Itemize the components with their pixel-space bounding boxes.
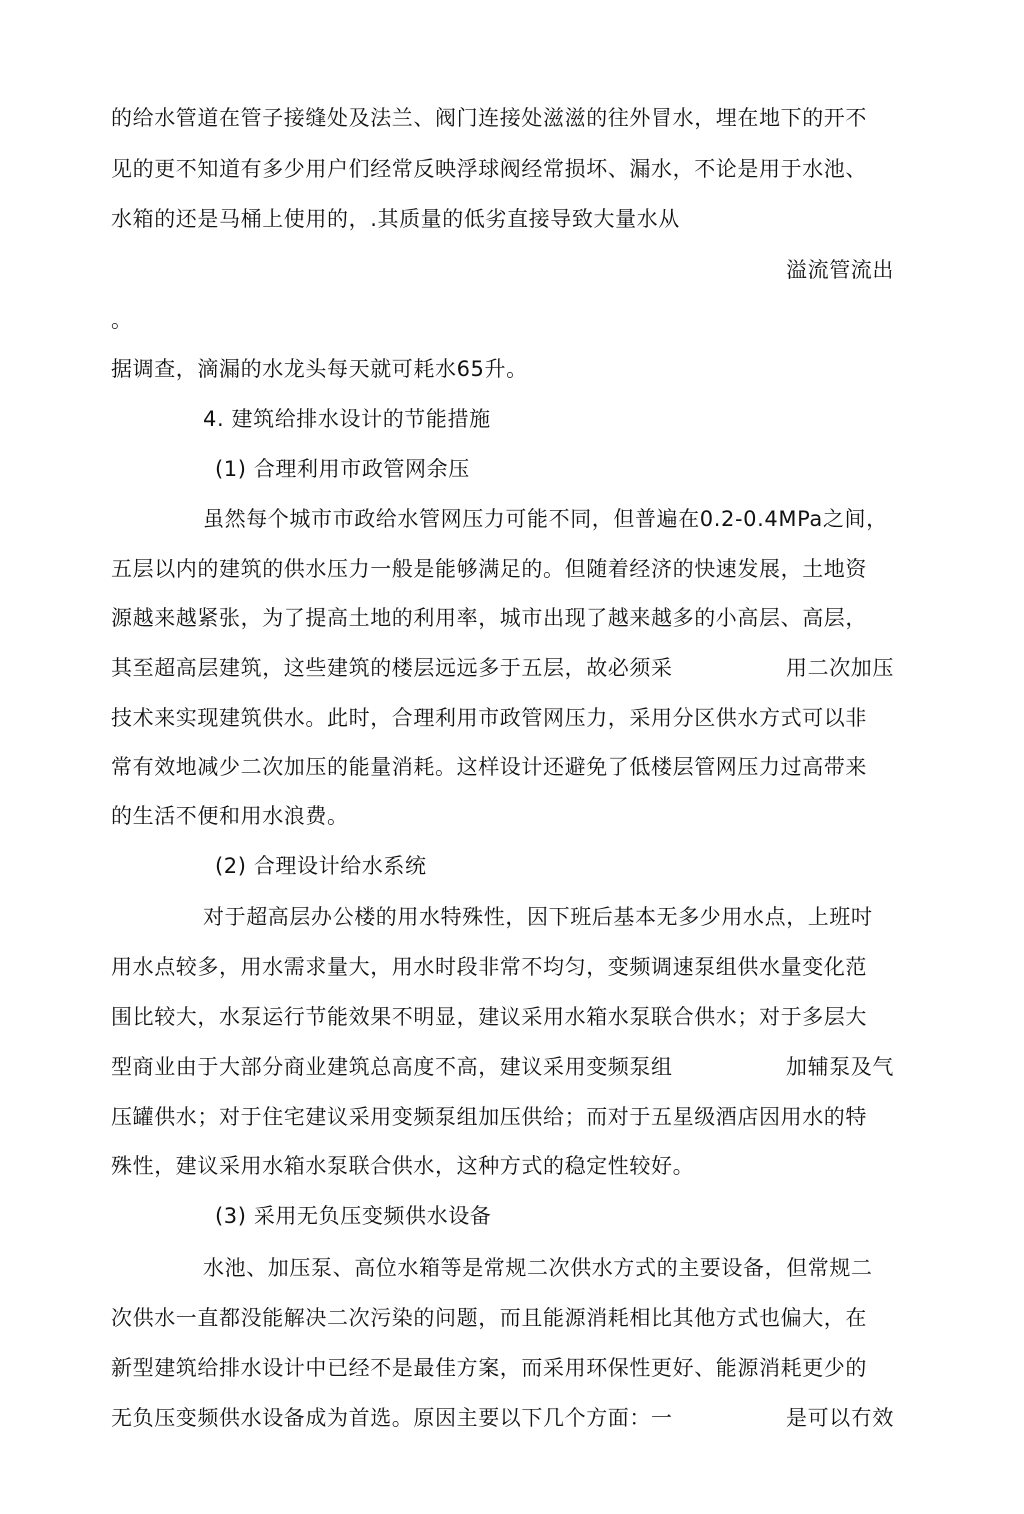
paragraph-line: 水池、加压泵、高位水箱等是常规二次供水方式的主要设备，但常规二	[203, 1256, 873, 1280]
paragraph-line: 无负压变频供水设备成为首选。原因主要以下几个方面：一	[111, 1406, 673, 1430]
paragraph-line: 源越来越紧张，为了提高土地的利用率，城市出现了越来越多的小高层、高层，	[111, 606, 867, 630]
paragraph-line: 的生活不便和用水浪费。	[111, 804, 349, 828]
paragraph-line: 压罐供水；对于住宅建议采用变频泵组加压供给；而对于五星级酒店因用水的特	[111, 1105, 867, 1129]
subsection-heading: (1) 合理利用市政管网余压	[215, 457, 470, 481]
paragraph-line: 溢流管流出	[786, 258, 894, 282]
section-heading: 4. 建筑给排水设计的节能措施	[203, 407, 491, 431]
paragraph-line: 是可以冇效	[786, 1406, 894, 1430]
paragraph-line: 。	[111, 308, 133, 332]
paragraph-line: 五层以内的建筑的供水压力一般是能够满足的。但随着经济的快速发展，土地资	[111, 557, 867, 581]
subsection-heading: (2) 合理设计给水系统	[215, 854, 427, 878]
paragraph-line: 加辅泵及气	[786, 1055, 894, 1079]
paragraph-line: 型商业由于大部分商业建筑总高度不高，建议采用变频泵组	[111, 1055, 673, 1079]
subsection-heading: (3) 采用无负压变频供水设备	[215, 1204, 492, 1228]
paragraph-line: 围比较大，水泵运行节能效果不明显，建议采用水箱水泵联合供水；对于多层大	[111, 1005, 867, 1029]
paragraph-line: 对于超高层办公楼的用水特殊性，因下班后基本无多少用水点，上班吋	[203, 905, 873, 929]
paragraph-line: 虽然每个城市市政给水管网压力可能不同，但普遍在0.2-0.4MPa之间，	[203, 507, 888, 531]
paragraph-line: 次供水一直都没能解决二次污染的问题，而且能源消耗相比其他方式也偏大，在	[111, 1306, 867, 1330]
paragraph-line: 的给水管道在管子接缝处及法兰、阀门连接处滋滋的往外冒水，埋在地下的开不	[111, 106, 867, 130]
paragraph-line: 见的更不知道有多少用户们经常反映浮球阀经常损坏、漏水，不论是用于水池、	[111, 157, 867, 181]
paragraph-line: 常有效地减少二次加压的能量消耗。这样设计还避免了低楼层管网压力过高带来	[111, 755, 867, 779]
paragraph-line: 技术来实现建筑供水。此时，合理利用市政管网压力，采用分区供水方式可以非	[111, 706, 867, 730]
paragraph-line: 新型建筑给排水设计中已经不是最佳方案，而采用环保性更好、能源消耗更少的	[111, 1356, 867, 1380]
paragraph-line: 据调查，滴漏的水龙头每天就可耗水65升。	[111, 357, 528, 381]
paragraph-line: 殊性，建议采用水箱水泵联合供水，这种方式的稳定性较好。	[111, 1154, 695, 1178]
paragraph-line: 其至超高层建筑，这些建筑的楼层远远多于五层，故必须采	[111, 656, 673, 680]
paragraph-line: 用水点较多，用水需求量大，用水时段非常不均匀，变频调速泵组供水量变化范	[111, 955, 867, 979]
paragraph-line: 水箱的还是马桶上使用的，.其质量的低劣直接导致大量水从	[111, 207, 680, 231]
paragraph-line: 用二次加压	[786, 656, 894, 680]
